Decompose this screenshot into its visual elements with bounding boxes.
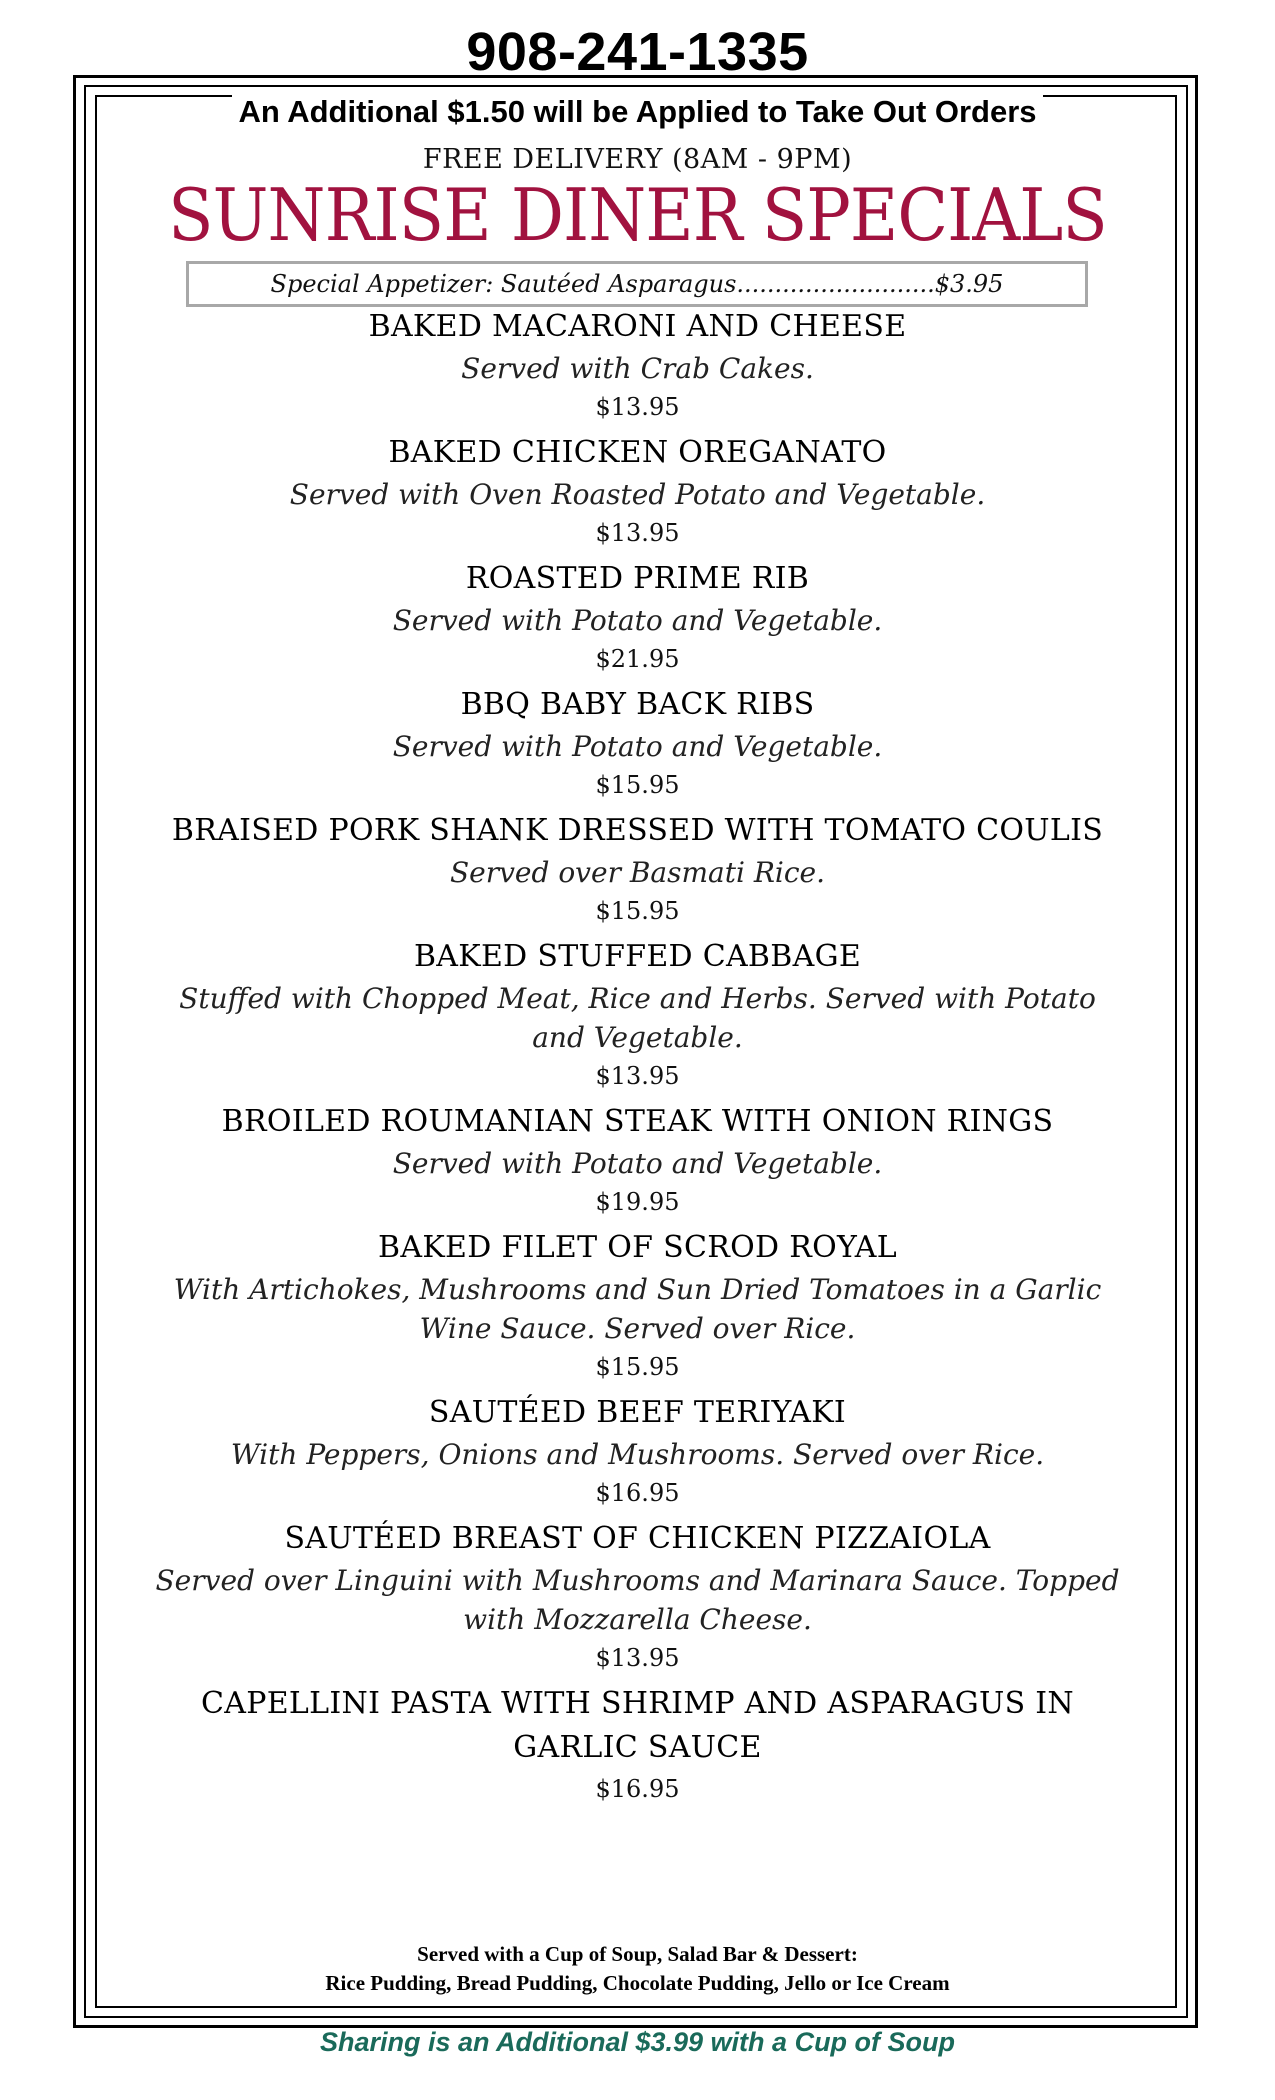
menu-item xyxy=(150,557,1125,679)
dessert-options-line: Rice Pudding, Bread Pudding, Chocolate Pudding, Jello or Ice Cream xyxy=(325,1971,950,1995)
menu-item xyxy=(150,809,1125,931)
menu-item-price: $15.95 xyxy=(595,771,680,799)
special-appetizer-text: Special Appetizer: Sautéed Asparagus..........................$3.95 xyxy=(270,270,1004,298)
menu-item-price: $15.95 xyxy=(595,1353,680,1381)
menu-item-description: Served with Crab Cakes. xyxy=(461,352,814,385)
menu-item-name: BAKED MACARONI AND CHEESE xyxy=(368,309,907,344)
menu-item-name: SAUTÉED BREAST OF CHICKEN PIZZAIOLA xyxy=(284,1521,991,1556)
menu-item xyxy=(150,683,1125,805)
menu-item-price: $13.95 xyxy=(595,519,680,547)
menu-item-price: $15.95 xyxy=(595,897,680,925)
menu-item-price: $13.95 xyxy=(595,393,680,421)
menu-item-description: Served with Oven Roasted Potato and Vegetable. xyxy=(289,478,986,511)
menu-item-name: BBQ BABY BACK RIBS xyxy=(460,687,815,722)
menu-item-description: Served over Linguini with Mushrooms and Marinara Sauce. Topped with Mozzarella Cheese. xyxy=(155,1564,1120,1636)
menu-item xyxy=(150,1391,1125,1513)
menu-item-name: BROILED ROUMANIAN STEAK WITH ONION RINGS xyxy=(221,1104,1054,1139)
menu-item-name: SAUTÉED BEEF TERIYAKI xyxy=(428,1395,847,1430)
menu-item-description: Served over Basmati Rice. xyxy=(449,856,826,889)
menu-item-price: $16.95 xyxy=(595,1775,680,1803)
special-appetizer-box xyxy=(186,261,1088,307)
menu-item-description: With Artichokes, Mushrooms and Sun Dried Tomatoes in a Garlic Wine Sauce. Served over Rice. xyxy=(173,1273,1102,1345)
menu-item xyxy=(150,1100,1125,1222)
sharing-note: Sharing is an Additional $3.99 with a Cup of Soup xyxy=(319,2027,956,2057)
menu-item-name: ROASTED PRIME RIB xyxy=(465,561,810,596)
specials-list xyxy=(150,305,1125,1813)
menu-item-description: Served with Potato and Vegetable. xyxy=(392,604,883,637)
menu-item-description: Stuffed with Chopped Meat, Rice and Herbs. Served with Potato and Vegetable. xyxy=(179,982,1096,1054)
menu-item-price: $19.95 xyxy=(595,1188,680,1216)
menu-item-description: Served with Potato and Vegetable. xyxy=(392,1147,883,1180)
menu-item-name: BAKED CHICKEN OREGANATO xyxy=(388,435,887,470)
menu-item-price: $13.95 xyxy=(595,1062,680,1090)
menu-item-name: BAKED FILET OF SCROD ROYAL xyxy=(378,1230,897,1265)
menu-item xyxy=(150,1682,1125,1809)
takeout-note-text: An Additional $1.50 will be Applied to Take Out Orders xyxy=(232,94,1042,129)
menu-item xyxy=(150,1226,1125,1387)
menu-item-name: CAPELLINI PASTA WITH SHRIMP AND ASPARAGUS IN GARLIC SAUCE xyxy=(201,1686,1074,1765)
menu-item-description: With Peppers, Onions and Mushrooms. Served over Rice. xyxy=(230,1438,1045,1471)
page-title: SUNRISE DINER SPECIALS xyxy=(168,173,1107,257)
served-with-note xyxy=(0,1940,1275,1998)
menu-item-price: $13.95 xyxy=(595,1644,680,1672)
takeout-note xyxy=(0,90,1275,134)
phone-number: 908-241-1335 xyxy=(466,22,809,82)
menu-item-name: BRAISED PORK SHANK DRESSED WITH TOMATO COULIS xyxy=(171,813,1104,848)
menu-item-description: Served with Potato and Vegetable. xyxy=(392,730,883,763)
menu-item xyxy=(150,935,1125,1096)
menu-item xyxy=(150,1517,1125,1678)
menu-item xyxy=(150,305,1125,427)
menu-item-price: $16.95 xyxy=(595,1479,680,1507)
menu-item xyxy=(150,431,1125,553)
menu-item-price: $21.95 xyxy=(595,645,680,673)
delivery-hours: FREE DELIVERY (8AM - 9PM) xyxy=(422,144,853,175)
served-with-line: Served with a Cup of Soup, Salad Bar & Dessert: xyxy=(417,1942,858,1966)
menu-item-name: BAKED STUFFED CABBAGE xyxy=(413,939,862,974)
